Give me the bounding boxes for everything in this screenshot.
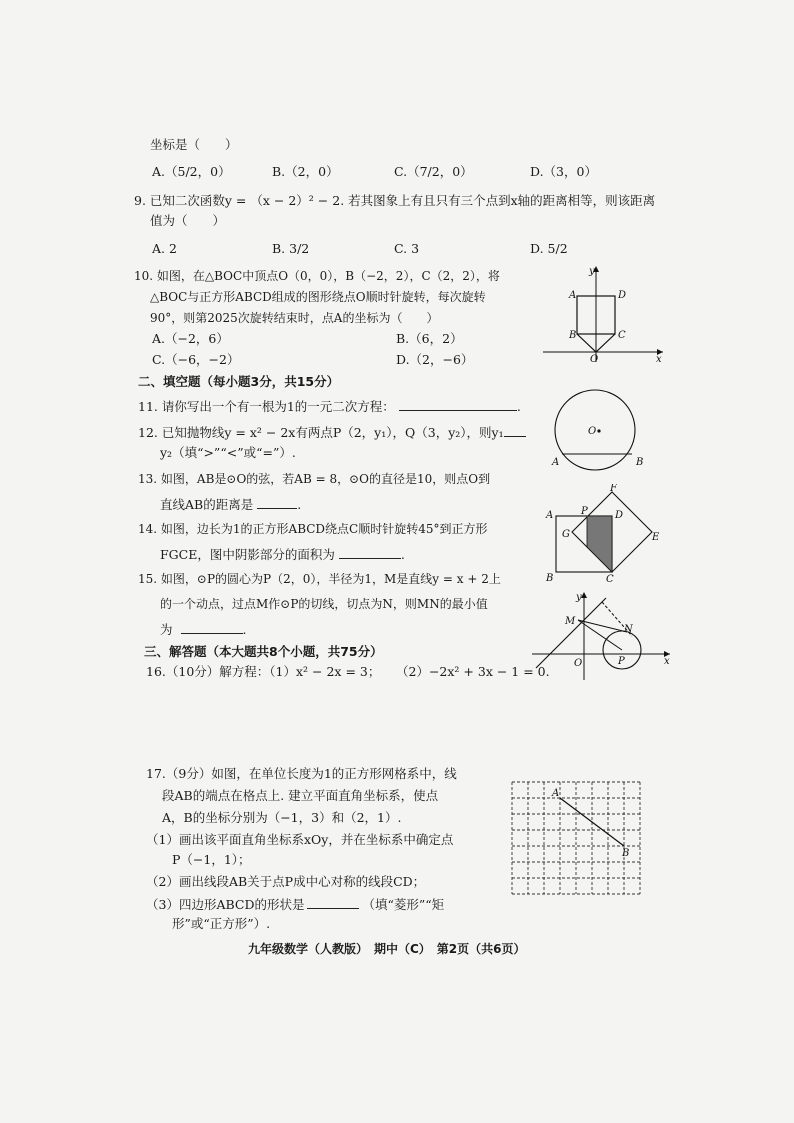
q15-label-n: N <box>624 624 633 635</box>
q14-figure <box>542 484 662 584</box>
q11-label: 11. 请你写出一个有一根为1的一元二次方程： <box>138 399 395 414</box>
q14-line2-wrap: FGCE，图中阴影部分的面积为 . <box>160 547 405 562</box>
q12-answer-blank[interactable] <box>504 424 526 437</box>
q16-part2: （2）−2x² + 3x − 1 = 0. <box>396 664 550 679</box>
q17-grid-lines <box>512 782 640 894</box>
q13-line2: 直线AB的距离是 <box>160 497 254 512</box>
q10-label-y: y <box>589 266 595 277</box>
q9-option-b: B. 3/2 <box>272 241 310 256</box>
q17-item2: （2）画出线段AB关于点P成中心对称的线段CD； <box>146 874 426 889</box>
q8-option-c: C.（7/2，0） <box>394 164 473 179</box>
q15-segment-mp <box>578 620 622 650</box>
q17-label-b: B <box>622 848 630 859</box>
q14-answer-blank[interactable] <box>339 546 401 559</box>
page-footer: 九年级数学（人教版） 期中（C） 第2页（共6页） <box>248 942 526 956</box>
q15-y-arrow <box>581 592 587 598</box>
q10-option-d: D.（2，−6） <box>396 352 474 367</box>
section3-title: 三、解答题（本大题共8个小题，共75分） <box>144 644 383 659</box>
q9-line2: 值为（ ） <box>150 213 226 228</box>
q10-line3: 90°，则第2025次旋转结束时，点A的坐标为（ ） <box>150 311 439 325</box>
q14-label-p: P <box>581 506 588 517</box>
q10-label-x: x <box>656 354 662 364</box>
q17-line3: A，B的坐标分别为（−1，3）和（2，1）. <box>162 810 402 825</box>
q17-line2: 段AB的端点在格点上. 建立平面直角坐标系，使点 <box>162 788 439 803</box>
q12-line1: 12. 已知抛物线y = x² − 2x有两点P（2，y₁），Q（3，y₂），则y₁ <box>138 425 504 440</box>
q8-option-d: D.（3，0） <box>530 164 597 179</box>
q14-label-a: A <box>546 510 554 521</box>
q9-line1: 9. 已知二次函数y = （x − 2）² − 2. 若其图象上有且只有三个点到x轴的距离相等，则该距离 <box>134 193 656 208</box>
q15-answer-blank[interactable] <box>181 621 243 634</box>
q15-line3: 为 <box>160 622 173 637</box>
q15-line1: 15. 如图，⊙P的圆心为P（2，0），半径为1，M是直线y = x + 2上 <box>138 572 501 586</box>
q17-item3-wrap <box>146 896 444 913</box>
q13-answer-blank[interactable] <box>257 496 297 509</box>
q13-label-b: B <box>636 457 644 468</box>
q14-label-e: E <box>652 532 660 543</box>
q13-line1: 13. 如图，AB是⊙O的弦，若AB = 8，⊙O的直径是10，则点O到 <box>138 472 491 486</box>
q9-option-a: A. 2 <box>152 241 177 256</box>
q13-diagram-svg <box>548 383 656 471</box>
q8-option-a: A.（5/2，0） <box>152 164 231 179</box>
q14-label-c: C <box>606 574 614 584</box>
q10-option-b: B.（6，2） <box>396 331 463 346</box>
q15-line-y-eq-x-plus-2 <box>536 598 606 668</box>
q9-option-d: D. 5/2 <box>530 241 568 256</box>
q17-item1a: （1）画出该平面直角坐标系xOy，并在坐标系中确定点 <box>146 832 454 847</box>
q14-shaded-region <box>587 516 612 572</box>
q13-label-a: A <box>552 457 560 468</box>
q9-option-c: C. 3 <box>394 241 420 256</box>
q10-option-c: C.（−6，−2） <box>152 352 240 367</box>
q14-line1: 14. 如图，边长为1的正方形ABCD绕点C顺时针旋转45°到正方形 <box>138 522 488 536</box>
q17-item3a: （3）四边形ABCD的形状是 <box>146 897 305 912</box>
q14-diagram-svg <box>542 484 662 584</box>
q10-label-c: C <box>618 330 626 341</box>
q12-line2: y₂（填“>”“<”或“=”）. <box>160 445 296 460</box>
q15-line3-wrap: 为 . <box>160 622 247 637</box>
q10-label-d: D <box>618 290 627 301</box>
q12-line1-wrap <box>138 424 526 441</box>
q10-option-a: A.（−2，6） <box>152 331 229 346</box>
q15-figure <box>532 590 672 682</box>
q10-diagram-svg <box>543 264 667 364</box>
q14-label-f: F <box>610 484 617 494</box>
q15-label-y: y <box>576 592 582 603</box>
q13-figure <box>548 383 656 471</box>
q15-diagram-svg <box>532 590 672 682</box>
q13-center-point <box>597 429 600 432</box>
q10-label-b: B <box>569 330 577 341</box>
q17-item3c: 形”或“正方形”）. <box>172 916 271 931</box>
q13-label-o: O <box>588 426 597 437</box>
q17-label-a: A <box>552 788 560 799</box>
q11-text: 11. 请你写出一个有一根为1的一元二次方程： . <box>138 399 521 414</box>
q15-label-x: x <box>664 656 670 667</box>
q17-figure <box>510 780 646 896</box>
q17-answer-blank[interactable] <box>307 896 359 909</box>
section2-title: 二、填空题（每小题3分，共15分） <box>138 374 340 389</box>
q14-label-b: B <box>546 573 554 584</box>
q17-item1b: P（−1，1）； <box>172 852 251 867</box>
q14-label-g: G <box>562 529 570 540</box>
q8-stem-tail: 坐标是（ ） <box>150 137 238 152</box>
q17-line1: 17.（9分）如图，在单位长度为1的正方形网格系中，线 <box>146 766 457 781</box>
q15-label-p: P <box>618 656 625 667</box>
q8-option-b: B.（2，0） <box>272 164 339 179</box>
q13-line2-wrap: 直线AB的距离是 . <box>160 497 302 512</box>
q10-label-o: O <box>590 354 599 364</box>
q16-part1: 16.（10分）解方程：（1）x² − 2x = 3； <box>146 664 381 679</box>
q14-line2: FGCE，图中阴影部分的面积为 <box>160 547 335 562</box>
q17-item3b: （填“菱形”“矩 <box>362 897 445 912</box>
q10-label-a: A <box>569 290 577 301</box>
q15-line2: 的一个动点，过点M作⊙P的切线，切点为N，则MN的最小值 <box>160 597 488 611</box>
q10-line1: 10. 如图，在△BOC中顶点O（0，0），B（−2，2），C（2，2），将 <box>134 269 500 283</box>
q17-grid-svg <box>510 780 646 896</box>
q14-label-d: D <box>615 510 624 521</box>
q15-label-o: O <box>574 658 583 669</box>
q15-label-m: M <box>565 616 576 627</box>
q10-figure <box>543 264 667 364</box>
q10-line2: △BOC与正方形ABCD组成的图形绕点O顺时针旋转，每次旋转 <box>150 290 486 304</box>
q11-answer-blank[interactable] <box>399 398 517 411</box>
